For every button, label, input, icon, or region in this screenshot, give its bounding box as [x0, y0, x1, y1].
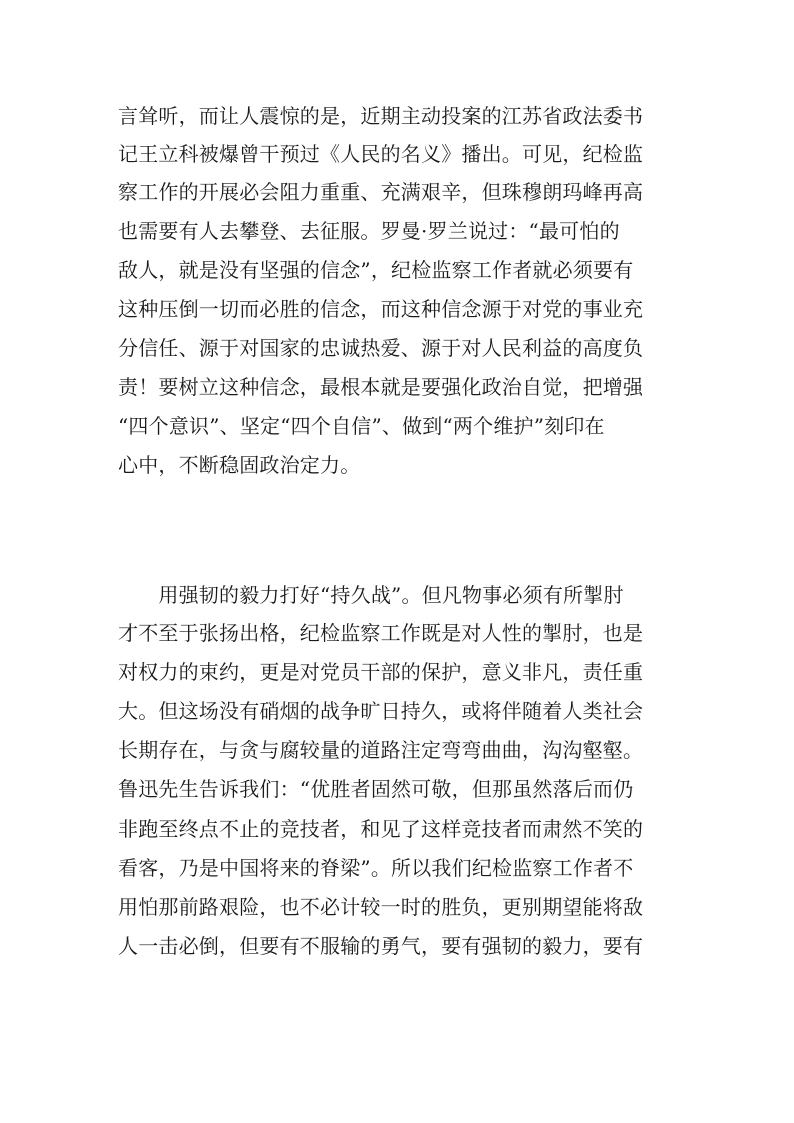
text-line: 敌人，就是没有坚强的信念”，纪检监察工作者就必须要有 — [118, 258, 634, 282]
text-line: 分信任、源于对国家的忠诚热爱、源于对人民利益的高度负 — [118, 336, 644, 360]
text-line: 用怕那前路艰险，也不必计较一时的胜负，更别期望能将敌 — [118, 895, 644, 919]
text-line: 心中，不断稳固政治定力。 — [118, 453, 361, 477]
text-line: 言耸听，而让人震惊的是，近期主动投案的江苏省政法委书 — [118, 104, 644, 128]
text-line: 鲁迅先生告诉我们：“优胜者固然可敬，但那虽然落后而仍 — [118, 777, 634, 801]
text-line: 这种压倒一切而必胜的信念，而这种信念源于对党的事业充 — [118, 297, 644, 321]
text-line: 长期存在，与贪与腐较量的道路注定弯弯曲曲，沟沟壑壑。 — [118, 738, 644, 762]
text-line: 才不至于张扬出格，纪检监察工作既是对人性的掣肘，也是 — [118, 621, 644, 645]
text-line: 记王立科被爆曾干预过《人民的名义》播出。可见，纪检监 — [118, 142, 644, 166]
text-line: 也需要有人去攀登、去征服。罗曼·罗兰说过：“最可怕的 — [118, 219, 620, 243]
text-line: 看客，乃是中国将来的脊梁”。所以我们纪检监察工作者不 — [118, 856, 634, 880]
text-line: 人一击必倒，但要有不服输的勇气，要有强韧的毅力，要有 — [118, 934, 644, 958]
text-line: 大。但这场没有硝烟的战争旷日持久，或将伴随着人类社会 — [118, 699, 644, 723]
text-line: “四个意识”、坚定“四个自信”、做到“两个维护”刻印在 — [118, 414, 605, 438]
text-line: 用强韧的毅力打好“持久战”。但凡物事必须有所掣肘 — [118, 583, 624, 607]
text-line: 对权力的束约，更是对党员干部的保护，意义非凡，责任重 — [118, 660, 644, 684]
text-line: 非跑至终点不止的竞技者，和见了这样竞技者而肃然不笑的 — [118, 817, 644, 841]
text-line: 责！要树立这种信念，最根本就是要强化政治自觉，把增强 — [118, 375, 644, 399]
text-line: 察工作的开展必会阻力重重、充满艰辛，但珠穆朗玛峰再高 — [118, 180, 644, 204]
